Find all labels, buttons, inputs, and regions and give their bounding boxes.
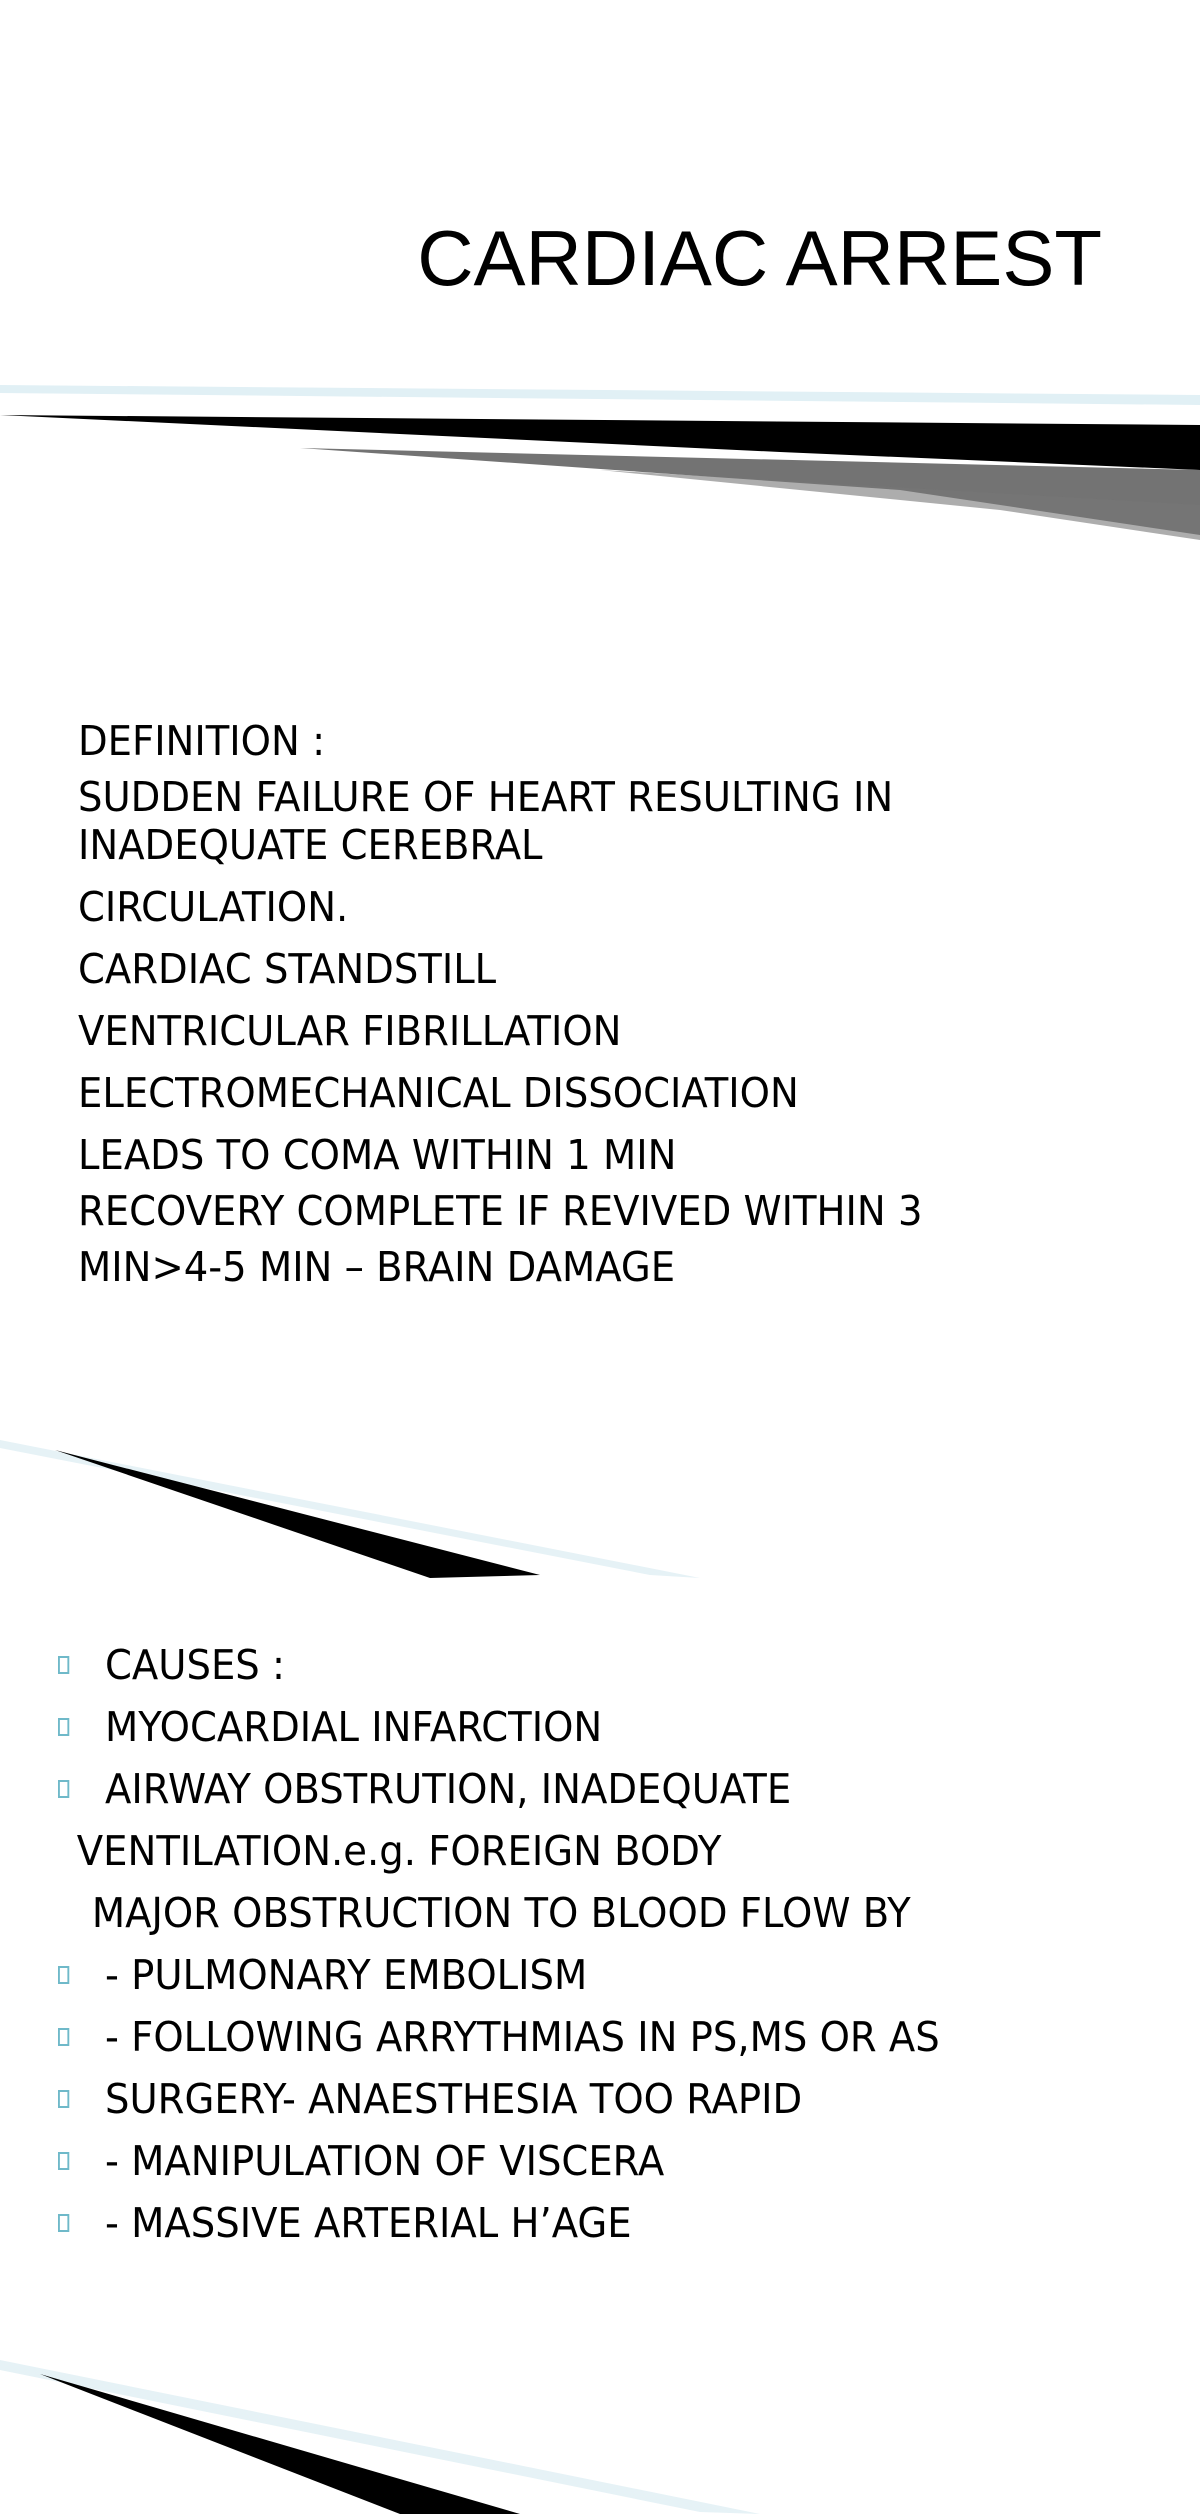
definition-line: LEADS TO COMA WITHIN 1 MIN xyxy=(78,1131,677,1179)
square-bullet-icon xyxy=(58,2152,69,2170)
square-bullet-icon xyxy=(58,1656,69,1674)
causes-list xyxy=(58,1634,940,2254)
definition-line: INADEQUATE CEREBRAL xyxy=(78,821,543,869)
list-item: MYOCARDIAL INFARCTION xyxy=(58,1696,940,1758)
causes-slide xyxy=(0,1590,1200,2514)
list-item-continuation: VENTILATION.e.g. FOREIGN BODY xyxy=(76,1827,722,1875)
definition-slide xyxy=(0,560,1200,1580)
square-bullet-icon xyxy=(58,2090,69,2108)
list-item: AIRWAY OBSTRUTION, INADEQUATE xyxy=(58,1758,940,1820)
slide-title: CARDIAC ARREST xyxy=(417,214,1102,302)
definition-line: SUDDEN FAILURE OF HEART RESULTING IN xyxy=(78,773,894,821)
definition-decorative-stripe xyxy=(0,1420,1200,1580)
definition-line: RECOVERY COMPLETE IF REVIVED WITHIN 3 xyxy=(78,1187,923,1235)
definition-heading: DEFINITION : xyxy=(78,717,326,765)
list-item: SURGERY- ANAESTHESIA TOO RAPID xyxy=(58,2068,940,2130)
list-item: - FOLLOWING ARRYTHMIAS IN PS,MS OR AS xyxy=(58,2006,940,2068)
definition-text xyxy=(78,710,922,1298)
list-item: - MASSIVE ARTERIAL H’AGE xyxy=(58,2192,940,2254)
title-decorative-stripe xyxy=(0,0,1200,540)
definition-line: CARDIAC STANDSTILL xyxy=(78,945,497,993)
list-item-continuation: MAJOR OBSTRUCTION TO BLOOD FLOW BY xyxy=(91,1889,911,1937)
list-item: CAUSES : xyxy=(58,1634,940,1696)
definition-line: MIN>4-5 MIN – BRAIN DAMAGE xyxy=(78,1243,676,1291)
list-item: - MANIPULATION OF VISCERA xyxy=(58,2130,940,2192)
definition-line: CIRCULATION. xyxy=(78,883,349,931)
definition-line: VENTRICULAR FIBRILLATION xyxy=(78,1007,622,1055)
square-bullet-icon xyxy=(58,2028,69,2046)
definition-line: ELECTROMECHANICAL DISSOCIATION xyxy=(78,1069,799,1117)
title-slide xyxy=(0,0,1200,540)
causes-decorative-stripe xyxy=(0,2360,1200,2514)
square-bullet-icon xyxy=(58,1718,69,1736)
square-bullet-icon xyxy=(58,1966,69,1984)
list-item: - PULMONARY EMBOLISM xyxy=(58,1944,940,2006)
square-bullet-icon xyxy=(58,2214,69,2232)
square-bullet-icon xyxy=(58,1780,69,1798)
